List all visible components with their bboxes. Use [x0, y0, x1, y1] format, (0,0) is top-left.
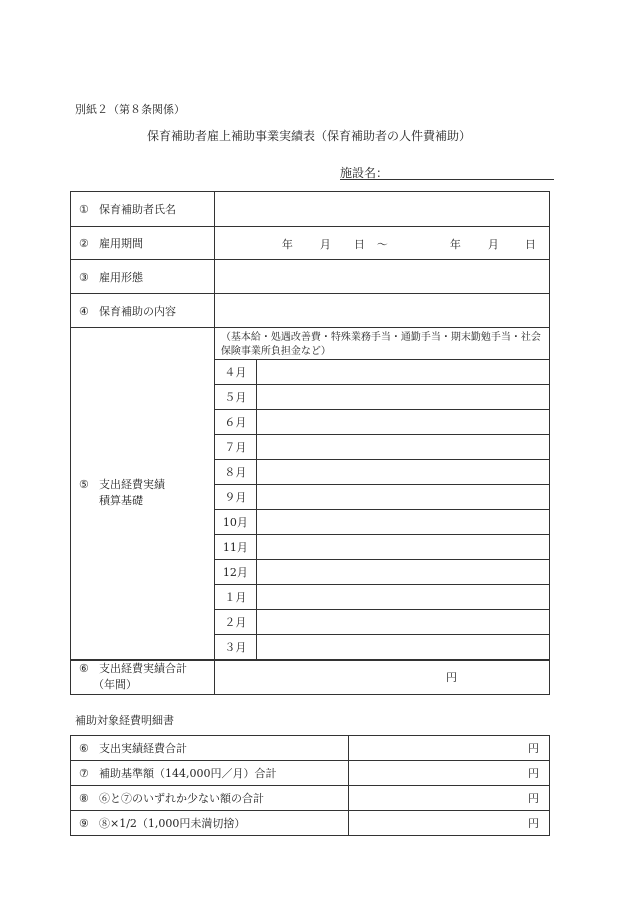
month-amount-input[interactable]	[256, 610, 549, 635]
month-amount-input[interactable]	[256, 460, 549, 485]
form-title: 保育補助者雇上補助事業実績表（保育補助者の人件費補助）	[147, 129, 472, 143]
month-label: ３月	[214, 635, 256, 660]
detail-row: ⑦ 補助基準額（144,000円／月）合計 円	[71, 761, 550, 786]
assistance-content-input[interactable]	[214, 294, 549, 328]
detail-amount-input[interactable]	[348, 736, 549, 761]
detail-amount-input[interactable]	[348, 786, 549, 811]
detail-amount-input[interactable]	[348, 761, 549, 786]
month-label: ８月	[214, 460, 256, 485]
row-expense-note	[71, 328, 550, 360]
month-label: 12月	[214, 560, 256, 585]
detail-label: 支出実績経費合計	[99, 742, 187, 755]
month-label: ２月	[214, 610, 256, 635]
attachment-label: 別紙２（第８条関係）	[75, 103, 185, 116]
detail-row: ⑨ ⑧×1/2（1,000円未満切捨） 円	[71, 811, 550, 836]
row-assistant-name: ① 保育補助者氏名	[71, 192, 550, 227]
period-start-year: 年	[281, 238, 293, 251]
facility-name-field[interactable]	[340, 179, 554, 180]
assistant-name-input[interactable]	[214, 192, 549, 227]
employment-period-label: 雇用期間	[99, 237, 143, 250]
detail-row: ⑧ ⑥と⑦のいずれか少ない額の合計 円	[71, 786, 550, 811]
detail-label: 補助基準額（144,000円／月）合計	[99, 767, 277, 780]
detail-row: ⑥ 支出実績経費合計 円	[71, 736, 550, 761]
expense-basis-label-cell: ⑤ 支出経費実績 積算基礎	[71, 328, 215, 660]
row-employment-type: ③ 雇用形態	[71, 260, 550, 294]
month-label: 10月	[214, 510, 256, 535]
employment-period-input[interactable]	[214, 227, 549, 260]
month-label: ６月	[214, 410, 256, 435]
assistance-content-label: 保育補助の内容	[99, 304, 176, 318]
facility-name-label: 施設名：	[340, 166, 389, 180]
month-amount-input[interactable]	[256, 535, 549, 560]
period-end-day: 日	[524, 238, 536, 251]
period-start-day: 日	[353, 238, 365, 251]
month-label: ７月	[214, 435, 256, 460]
detail-label: ⑥と⑦のいずれか少ない額の合計	[99, 792, 264, 805]
expense-note: （基本給・処遇改善費・特殊業務手当・通勤手当・期末勤勉手当・社会保険事業所負担金など）	[214, 328, 549, 360]
annual-total-label: 支出経費実績合計	[99, 662, 187, 676]
detail-unit: 円	[528, 742, 539, 755]
month-label: ４月	[214, 360, 256, 385]
month-amount-input[interactable]	[256, 585, 549, 610]
month-amount-input[interactable]	[256, 510, 549, 535]
annual-total-unit: 円	[446, 671, 457, 685]
month-amount-input[interactable]	[256, 485, 549, 510]
month-label: １月	[214, 585, 256, 610]
month-amount-input[interactable]	[256, 385, 549, 410]
performance-table	[70, 191, 550, 695]
month-label: ５月	[214, 385, 256, 410]
month-label: 11月	[214, 535, 256, 560]
detail-heading: 補助対象経費明細書	[75, 714, 174, 727]
month-label: ９月	[214, 485, 256, 510]
period-end-month: 月	[487, 238, 499, 251]
row-assistance-content: ④ 保育補助の内容	[71, 294, 550, 328]
employment-type-input[interactable]	[214, 260, 549, 294]
month-amount-input[interactable]	[256, 635, 549, 660]
expense-basis-sublabel: 積算基礎	[99, 494, 143, 508]
detail-unit: 円	[528, 767, 539, 780]
month-amount-input[interactable]	[256, 360, 549, 385]
period-start-month: 月	[319, 238, 331, 251]
period-end-year: 年	[449, 238, 461, 251]
detail-amount-input[interactable]	[348, 811, 549, 836]
month-amount-input[interactable]	[256, 410, 549, 435]
assistant-name-label: 保育補助者氏名	[99, 203, 176, 216]
annual-total-sublabel: （年間）	[93, 678, 137, 692]
period-tilde: 〜	[376, 238, 388, 251]
detail-unit: 円	[528, 817, 539, 830]
row-annual-total: ⑥ 支出経費実績合計 （年間） 円	[71, 660, 550, 695]
detail-table	[70, 735, 550, 836]
annual-total-input[interactable]	[214, 660, 549, 695]
month-amount-input[interactable]	[256, 435, 549, 460]
row-employment-period: ② 雇用期間 年 月 日 〜 年 月 日	[71, 227, 550, 260]
month-amount-input[interactable]	[256, 560, 549, 585]
detail-unit: 円	[528, 792, 539, 805]
detail-label: ⑧×1/2（1,000円未満切捨）	[99, 817, 246, 830]
expense-basis-label: 支出経費実績	[99, 478, 165, 492]
employment-type-label: 雇用形態	[99, 270, 143, 284]
